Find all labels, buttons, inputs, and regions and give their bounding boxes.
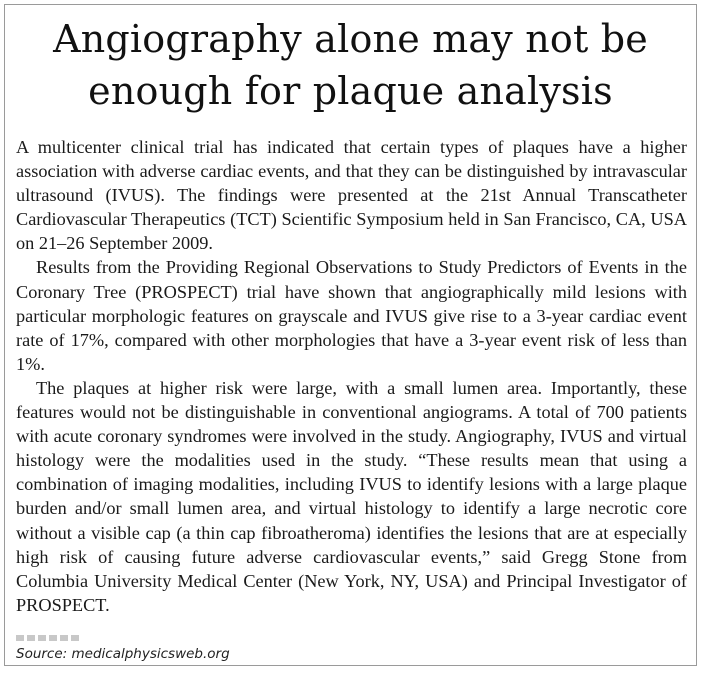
article-body — [16, 135, 687, 617]
paragraph-3: The plaques at higher risk were large, with a small lumen area. Importantly, these features would not be distinguishable in conventional angiograms. A total of 700 patients with acute coronary syndromes were involved in the study. Angiography, IVUS and virtual histology were the modalities used in the study. “These results mean that using a combination of imaging modalities, including IVUS to identify lesions with a large plaque burden and/or small lumen area, and virtual histology to identify a large necrotic core without a visible cap (a thin cap fibroatheroma) identifies the lesions that are at especially high risk of causing future adverse cardiovascular events,” said Gregg Stone from Columbia University Medical Center (New York, NY, USA) and Principal Investigator of PROSPECT. — [16, 377, 687, 615]
divider-dot — [71, 635, 79, 641]
divider-dot — [60, 635, 68, 641]
paragraph-1: A multicenter clinical trial has indicated that certain types of plaques have a higher association with adverse cardiac events, and that they can be distinguished by intravascular ultrasound (IVUS). The findings were presented at the 21st Annual Transcatheter Cardiovascular Therapeutics (TCT) Scientific Symposium held in San Francisco, CA, USA on 21–26 September 2009. — [16, 137, 687, 254]
source-credit: Source: medicalphysicsweb.org — [16, 646, 230, 662]
decorative-divider — [16, 635, 79, 641]
divider-dot — [27, 635, 35, 641]
article-title: Angiography alone may not be enough for plaque analysis — [53, 17, 648, 113]
article-box — [4, 4, 697, 666]
divider-dot — [38, 635, 46, 641]
paragraph-2: Results from the Providing Regional Observations to Study Predictors of Events in the Coronary Tree (PROSPECT) trial have shown that angiographically mild lesions with particular morphologic features on grayscale and IVUS give rise to a 3-year cardiac event rate of 17%, compared with other morphologies that have a 3-year event risk of less than 1%. — [16, 257, 687, 374]
divider-dot — [49, 635, 57, 641]
divider-dot — [16, 635, 24, 641]
